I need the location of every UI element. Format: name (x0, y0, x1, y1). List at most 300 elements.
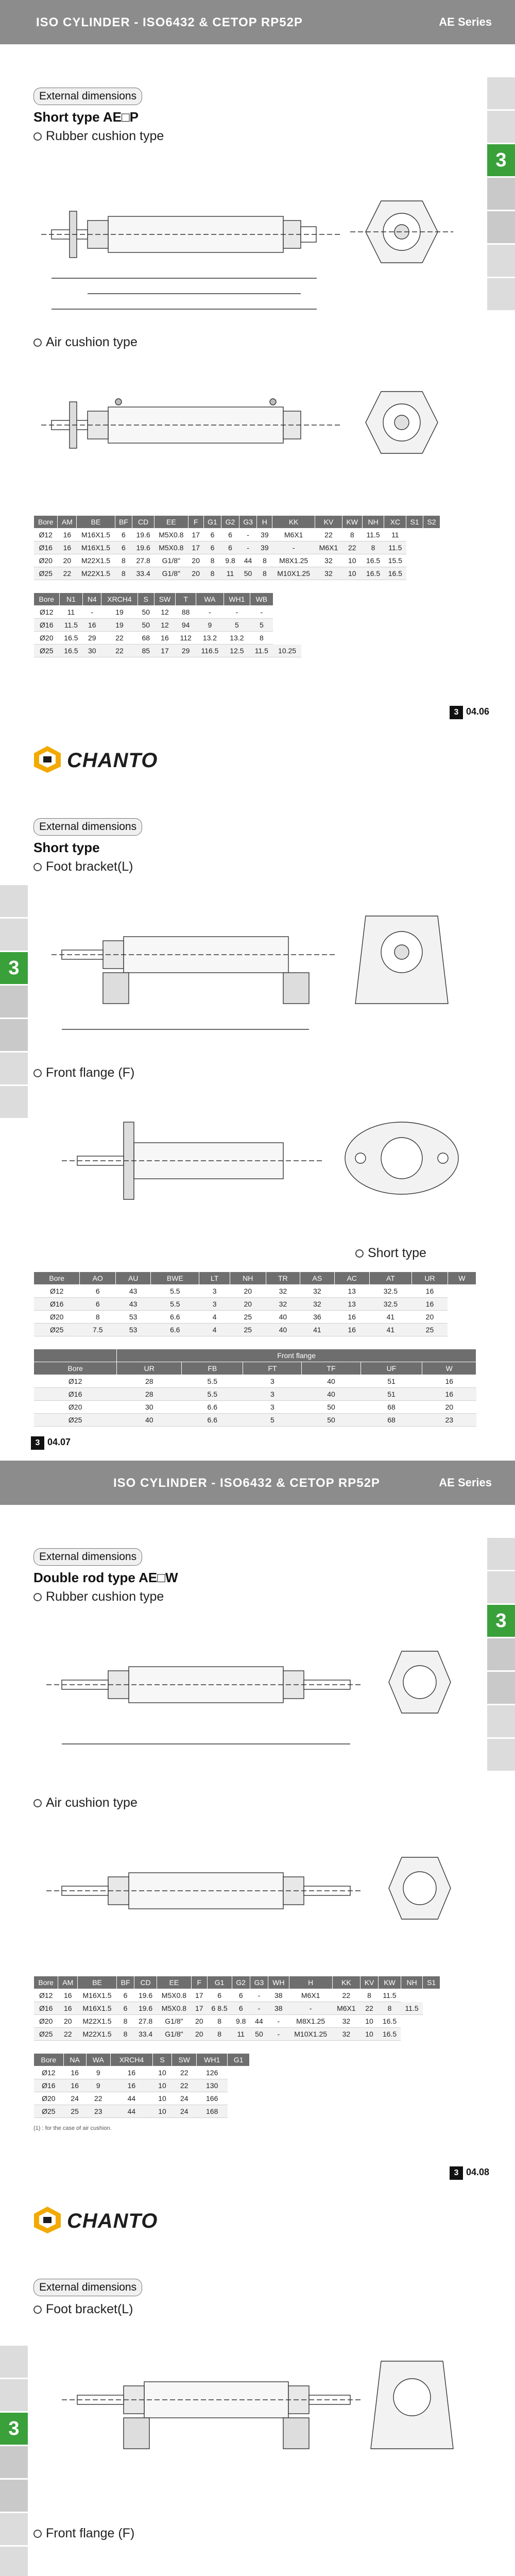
table-cell: 40 (117, 1414, 182, 1427)
table-row (34, 1375, 476, 1388)
table-cell: 38 (268, 2002, 289, 2015)
dimension-table-a (33, 1976, 440, 2041)
table-cell: 5 (243, 1414, 302, 1427)
side-tab[interactable] (0, 1019, 28, 1051)
table-cell: 40 (266, 1311, 300, 1324)
chanto-logo-icon (31, 744, 64, 775)
table-cell: 38 (268, 1989, 289, 2002)
table-cell: 22 (58, 567, 77, 580)
table-header-cell: BE (77, 516, 115, 529)
table-cell: 16.5 (59, 632, 83, 645)
table-cell: Ø16 (34, 1298, 80, 1311)
table-cell: 20 (191, 2015, 207, 2028)
table-cell: 6.6 (151, 1324, 199, 1336)
table-header-cell: AT (369, 1272, 411, 1285)
table-header-cell: W (422, 1362, 476, 1375)
table-cell: 10 (152, 2105, 171, 2118)
page-subtitle: Short type AE□P (33, 109, 139, 125)
table-header-cell: KW (342, 516, 362, 529)
table-row (34, 2015, 440, 2028)
table-header-cell: FT (243, 1362, 302, 1375)
side-tab[interactable] (487, 77, 515, 109)
side-tab[interactable] (0, 919, 28, 951)
table-header-cell: CD (134, 1976, 157, 1989)
table-cell: 19.6 (132, 529, 154, 541)
table-header-cell: KV (315, 516, 342, 529)
table-cell: 24 (63, 2092, 86, 2105)
table-cell: 16.5 (59, 645, 83, 657)
table-header-cell: S (152, 2054, 171, 2066)
catalog-page-1 (0, 0, 515, 729)
table-row (34, 567, 440, 580)
side-tab[interactable] (487, 1538, 515, 1570)
table-cell: 33.4 (132, 567, 154, 580)
table-header-cell: G2 (232, 1976, 250, 1989)
front-flange-drawing (46, 1086, 479, 1241)
table-row (34, 645, 302, 657)
table-cell: 9.8 (221, 554, 239, 567)
table-cell: 28 (117, 1388, 182, 1401)
table-header-cell: Bore (34, 1272, 80, 1285)
bullet-icon (33, 338, 42, 347)
table-cell: 16 (111, 2066, 153, 2079)
side-tab-active[interactable]: 3 (0, 2413, 28, 2445)
table-header-cell: EE (154, 516, 188, 529)
table-header-cell: G1 (207, 1976, 232, 1989)
table-cell: 44 (111, 2092, 153, 2105)
table-cell: 32 (315, 554, 342, 567)
table-cell: 11.5 (59, 619, 83, 632)
table-cell: 53 (116, 1311, 151, 1324)
table-cell: 3 (199, 1298, 230, 1311)
table-cell: 39 (257, 529, 272, 541)
table-cell: M22X1.5 (78, 2028, 117, 2041)
table-cell: M22X1.5 (77, 567, 115, 580)
table-cell: 12 (154, 606, 175, 619)
section-label: External dimensions (33, 2279, 142, 2296)
table-cell: 4 (199, 1324, 230, 1336)
table-header-cell: SW (154, 593, 175, 606)
table-cell: 20 (188, 567, 203, 580)
table-cell: 16 (334, 1311, 369, 1324)
table-header-cell: SW (172, 2054, 197, 2066)
table-cell: M6X1 (289, 1989, 332, 2002)
series-title: ISO CYLINDER - ISO6432 & CETOP RP52P (113, 1476, 380, 1490)
table-cell: 6 (115, 529, 132, 541)
table-cell: Ø16 (34, 619, 60, 632)
section-label: External dimensions (33, 818, 142, 836)
table-cell: 20 (58, 2015, 78, 2028)
table-header-cell: NH (401, 1976, 423, 1989)
table-header-cell: S1 (423, 1976, 440, 1989)
side-tab[interactable] (487, 1739, 515, 1771)
table-cell: 68 (360, 1414, 422, 1427)
table-cell: 16 (58, 529, 77, 541)
series-header-band (0, 1461, 515, 1505)
chanto-logo-icon (31, 2205, 64, 2235)
table-cell: Ø12 (34, 1285, 80, 1298)
table-cell: 10 (342, 567, 362, 580)
table-cell: M16X1.5 (77, 541, 115, 554)
table-cell: 8 (362, 541, 384, 554)
table-cell: 50 (302, 1414, 360, 1427)
side-tab[interactable] (0, 2480, 28, 2512)
table-header-cell: AC (334, 1272, 369, 1285)
brand-name: CHANTO (67, 749, 158, 772)
table-header-cell: Bore (34, 2054, 64, 2066)
table-header-cell: G1 (228, 2054, 250, 2066)
side-tab[interactable] (0, 986, 28, 1018)
side-tab-active[interactable]: 3 (487, 144, 515, 176)
table-header-cell: WB (250, 593, 273, 606)
table-header-cell: FB (182, 1362, 243, 1375)
side-tab[interactable] (487, 1672, 515, 1704)
table-cell: - (250, 2002, 268, 2015)
table-cell: 6 (80, 1285, 116, 1298)
table-cell: 12.5 (224, 645, 250, 657)
table-cell: 16.5 (362, 567, 384, 580)
side-tab[interactable] (487, 1638, 515, 1670)
table-cell: 10 (360, 2015, 378, 2028)
side-tab[interactable] (0, 885, 28, 917)
table-cell: 25 (63, 2105, 86, 2118)
table-row (34, 1298, 476, 1311)
table-cell: M10X1.25 (289, 2028, 332, 2041)
table-cell: 19 (101, 619, 138, 632)
table-cell: 8 (207, 2015, 232, 2028)
table-cell: 16.5 (379, 2015, 401, 2028)
table-cell: G1/8" (157, 2028, 191, 2041)
table-header-cell: H (257, 516, 272, 529)
table-cell: 112 (176, 632, 196, 645)
table-cell: 8 (360, 1989, 378, 2002)
table-header-cell: N4 (83, 593, 101, 606)
dimension-table-a (33, 515, 440, 580)
table-cell: 50 (138, 619, 154, 632)
table-cell: 16 (83, 619, 101, 632)
page-subtitle: Double rod type AE□W (33, 1570, 178, 1585)
series-tag: AE Series (439, 15, 492, 28)
cushion-type-label: Air cushion type (33, 335, 138, 350)
table-header-cell: UF (360, 1362, 422, 1375)
table-header-cell: S2 (423, 516, 440, 529)
brand-name: CHANTO (67, 2210, 158, 2232)
table-cell: 20 (230, 1298, 266, 1311)
brand-logo (31, 2202, 185, 2239)
page-number: 3 04.07 (31, 1436, 71, 1450)
table-cell: 22 (332, 1989, 360, 2002)
table-header-cell: XRCH4 (111, 2054, 153, 2066)
table-cell: 16 (422, 1388, 476, 1401)
table-cell: Ø20 (34, 1401, 117, 1414)
short-type-label: Short type (355, 1246, 426, 1261)
table-header-cell: XRCH4 (101, 593, 138, 606)
table-row (34, 2092, 250, 2105)
table-cell: - (289, 2002, 332, 2015)
table-cell: 68 (360, 1401, 422, 1414)
table-cell: 16 (63, 2079, 86, 2092)
table-header-cell: H (289, 1976, 332, 1989)
table-row (34, 1285, 476, 1298)
table-cell: 3 (243, 1401, 302, 1414)
table-cell: - (224, 606, 250, 619)
side-tab[interactable] (0, 2446, 28, 2478)
table-cell: 9 (86, 2079, 110, 2092)
table-cell: 19.6 (134, 2002, 157, 2015)
bullet-icon (33, 132, 42, 141)
table-cell: Ø20 (34, 2092, 64, 2105)
table-cell: 22 (101, 632, 138, 645)
side-tabs (0, 885, 28, 1120)
bullet-icon (33, 1593, 42, 1601)
table-cell: 23 (86, 2105, 110, 2118)
table-cell: - (83, 606, 101, 619)
table-cell: 11.5 (384, 541, 406, 554)
table-cell: 43 (116, 1285, 151, 1298)
table-cell: 3 (243, 1375, 302, 1388)
table-cell: Ø25 (34, 645, 60, 657)
table-header-cell: AS (300, 1272, 335, 1285)
side-tab[interactable] (487, 1571, 515, 1603)
table-cell: 7.5 (80, 1324, 116, 1336)
double-rod-flange-drawing (46, 2547, 479, 2576)
table-cell: 22 (101, 645, 138, 657)
table-cell: 50 (239, 567, 257, 580)
table-cell: 8 (116, 2028, 134, 2041)
table-cell: 3 (243, 1388, 302, 1401)
table-cell: 22 (315, 529, 342, 541)
table-header-cell: AU (116, 1272, 151, 1285)
table-cell: 17 (188, 541, 203, 554)
table-row (34, 1401, 476, 1414)
table-cell: 168 (197, 2105, 228, 2118)
table-header-cell: Bore (34, 1976, 58, 1989)
table-cell: 39 (257, 541, 272, 554)
table-cell: G1/8" (154, 567, 188, 580)
bullet-icon (33, 1069, 42, 1077)
table-cell: - (250, 1989, 268, 2002)
table-cell: 33.4 (134, 2028, 157, 2041)
table-cell: 6 (116, 1989, 134, 2002)
table-cell: 20 (191, 2028, 207, 2041)
table-cell: 32.5 (369, 1285, 411, 1298)
table-cell: 40 (266, 1324, 300, 1336)
table-cell: 27.8 (132, 554, 154, 567)
table-cell: - (239, 529, 257, 541)
table-cell: 20 (230, 1285, 266, 1298)
table-cell: 25 (230, 1324, 266, 1336)
catalog-page-2 (0, 731, 515, 1460)
side-tab-active[interactable]: 3 (0, 952, 28, 984)
table-cell: Ø16 (34, 1388, 117, 1401)
side-tab[interactable] (487, 245, 515, 277)
table-header-cell: AM (58, 516, 77, 529)
table-cell: 32 (315, 567, 342, 580)
table-cell: 6.6 (182, 1401, 243, 1414)
table-cell: 19.6 (134, 1989, 157, 2002)
table-cell: 32 (300, 1298, 335, 1311)
table-cell: 16 (63, 2066, 86, 2079)
table-cell: 3 (199, 1285, 230, 1298)
table-cell: 19 (101, 606, 138, 619)
table-header-cell: NH (362, 516, 384, 529)
table-cell: 50 (302, 1401, 360, 1414)
table-cell: 10 (152, 2079, 171, 2092)
table-cell: 51 (360, 1388, 422, 1401)
side-tab-active[interactable]: 3 (487, 1605, 515, 1637)
table-row (34, 1989, 440, 2002)
table-cell: 9 (196, 619, 224, 632)
table-cell: 8 (115, 554, 132, 567)
table-header-cell: BF (116, 1976, 134, 1989)
table-header-cell: S (138, 593, 154, 606)
table-cell: Ø12 (34, 606, 60, 619)
table-cell: 88 (176, 606, 196, 619)
table-cell: 16 (58, 1989, 78, 2002)
series-title: ISO CYLINDER - ISO6432 & CETOP RP52P (36, 15, 303, 29)
table-cell: 6 (232, 1989, 250, 2002)
table-header-cell: AM (58, 1976, 78, 1989)
table-cell: 6 (207, 1989, 232, 2002)
table-cell: 126 (197, 2066, 228, 2079)
table-cell: 5.5 (151, 1298, 199, 1311)
table-row (34, 2066, 250, 2079)
table-cell: M10X1.25 (272, 567, 315, 580)
side-tab[interactable] (0, 2346, 28, 2378)
table-header-cell: EE (157, 1976, 191, 1989)
catalog-page-4 (0, 2191, 515, 2576)
side-tabs (0, 2346, 28, 2576)
table-cell: 44 (111, 2105, 153, 2118)
table-cell: M22X1.5 (77, 554, 115, 567)
table-cell: Ø16 (34, 541, 58, 554)
table-cell: 41 (300, 1324, 335, 1336)
table-cell: 40 (302, 1388, 360, 1401)
table-header-cell: F (191, 1976, 207, 1989)
foot-bracket-table (33, 1272, 476, 1336)
table-row (34, 2002, 440, 2015)
page-number: 3 04.06 (450, 706, 489, 719)
table-cell: M5X0.8 (157, 2002, 191, 2015)
table-header-cell: Bore (34, 1362, 117, 1375)
front-flange-table (33, 1349, 476, 1427)
side-tab[interactable] (487, 111, 515, 143)
table-cell: 6 8.5 (207, 2002, 232, 2015)
table-cell: 17 (191, 2002, 207, 2015)
table-cell: - (250, 606, 273, 619)
table-cell: 29 (176, 645, 196, 657)
table-cell: 6 (116, 2002, 134, 2015)
table-cell: 11 (384, 529, 406, 541)
table-cell: 6.6 (151, 1311, 199, 1324)
side-tab[interactable] (0, 2547, 28, 2576)
table-header-cell: WA (196, 593, 224, 606)
side-tab[interactable] (0, 1053, 28, 1084)
table-cell: M6X1 (332, 2002, 360, 2015)
rubber-cushion-drawing (31, 155, 484, 319)
cushion-type-label: Rubber cushion type (33, 129, 164, 144)
table-cell: 5 (250, 619, 273, 632)
table-cell: 29 (83, 632, 101, 645)
table-cell: Ø25 (34, 567, 58, 580)
table-cell: 20 (412, 1311, 448, 1324)
table-cell: 16 (111, 2079, 153, 2092)
table-cell: 16.5 (384, 567, 406, 580)
table-header-cell: BF (115, 516, 132, 529)
table-cell: 22 (86, 2092, 110, 2105)
side-tab[interactable] (487, 278, 515, 310)
table-cell: 16 (412, 1285, 448, 1298)
table-cell: 15.5 (384, 554, 406, 567)
side-tab[interactable] (0, 2379, 28, 2411)
table-cell: 6 (80, 1298, 116, 1311)
table-cell: 16 (154, 632, 175, 645)
table-cell: 16 (58, 541, 77, 554)
table-cell: 32 (332, 2015, 360, 2028)
table-row (34, 606, 302, 619)
table-cell: 11.5 (401, 2002, 423, 2015)
table-cell: 22 (342, 541, 362, 554)
table-header-cell: BE (78, 1976, 117, 1989)
table-header-cell: LT (199, 1272, 230, 1285)
table-cell: 8 (80, 1311, 116, 1324)
table-cell: 13.2 (196, 632, 224, 645)
bullet-icon (33, 2306, 42, 2314)
table-cell: 8 (203, 567, 221, 580)
table-header-cell: CD (132, 516, 154, 529)
table-cell: 116.5 (196, 645, 224, 657)
side-tab[interactable] (487, 211, 515, 243)
table-cell: 11.5 (379, 1989, 401, 2002)
section-label: External dimensions (33, 88, 142, 105)
table-row (34, 529, 440, 541)
table-cell: 94 (176, 619, 196, 632)
side-tab[interactable] (0, 2513, 28, 2545)
side-tab[interactable] (487, 178, 515, 210)
table-cell: 32 (300, 1285, 335, 1298)
table-header-cell: G3 (250, 1976, 268, 1989)
side-tab[interactable] (487, 1705, 515, 1737)
mount-type-label: Foot bracket(L) (33, 859, 133, 874)
table-group-header: Front flange (117, 1349, 476, 1362)
table-cell: 8 (257, 567, 272, 580)
table-cell: Ø12 (34, 1989, 58, 2002)
table-cell: 30 (117, 1401, 182, 1414)
table-header-cell: N1 (59, 593, 83, 606)
table-cell: 6 (203, 541, 221, 554)
side-tab[interactable] (0, 1086, 28, 1118)
table-cell: 17 (191, 1989, 207, 2002)
table-cell: 13.2 (224, 632, 250, 645)
table-group-header (34, 1349, 117, 1362)
table-cell: 20 (422, 1401, 476, 1414)
table-cell: Ø20 (34, 632, 60, 645)
dimension-table-b (33, 2053, 250, 2118)
table-header-cell: AO (80, 1272, 116, 1285)
bullet-icon (33, 2530, 42, 2538)
table-cell: 11 (221, 567, 239, 580)
table-cell: 32 (266, 1285, 300, 1298)
table-cell: 22 (172, 2079, 197, 2092)
table-cell: Ø12 (34, 1375, 117, 1388)
table-cell: 5.5 (151, 1285, 199, 1298)
table-cell: 85 (138, 645, 154, 657)
table-cell: 10 (152, 2066, 171, 2079)
table-header-cell: Bore (34, 593, 60, 606)
table-cell: 11 (59, 606, 83, 619)
table-cell: 22 (172, 2066, 197, 2079)
table-cell: 23 (422, 1414, 476, 1427)
